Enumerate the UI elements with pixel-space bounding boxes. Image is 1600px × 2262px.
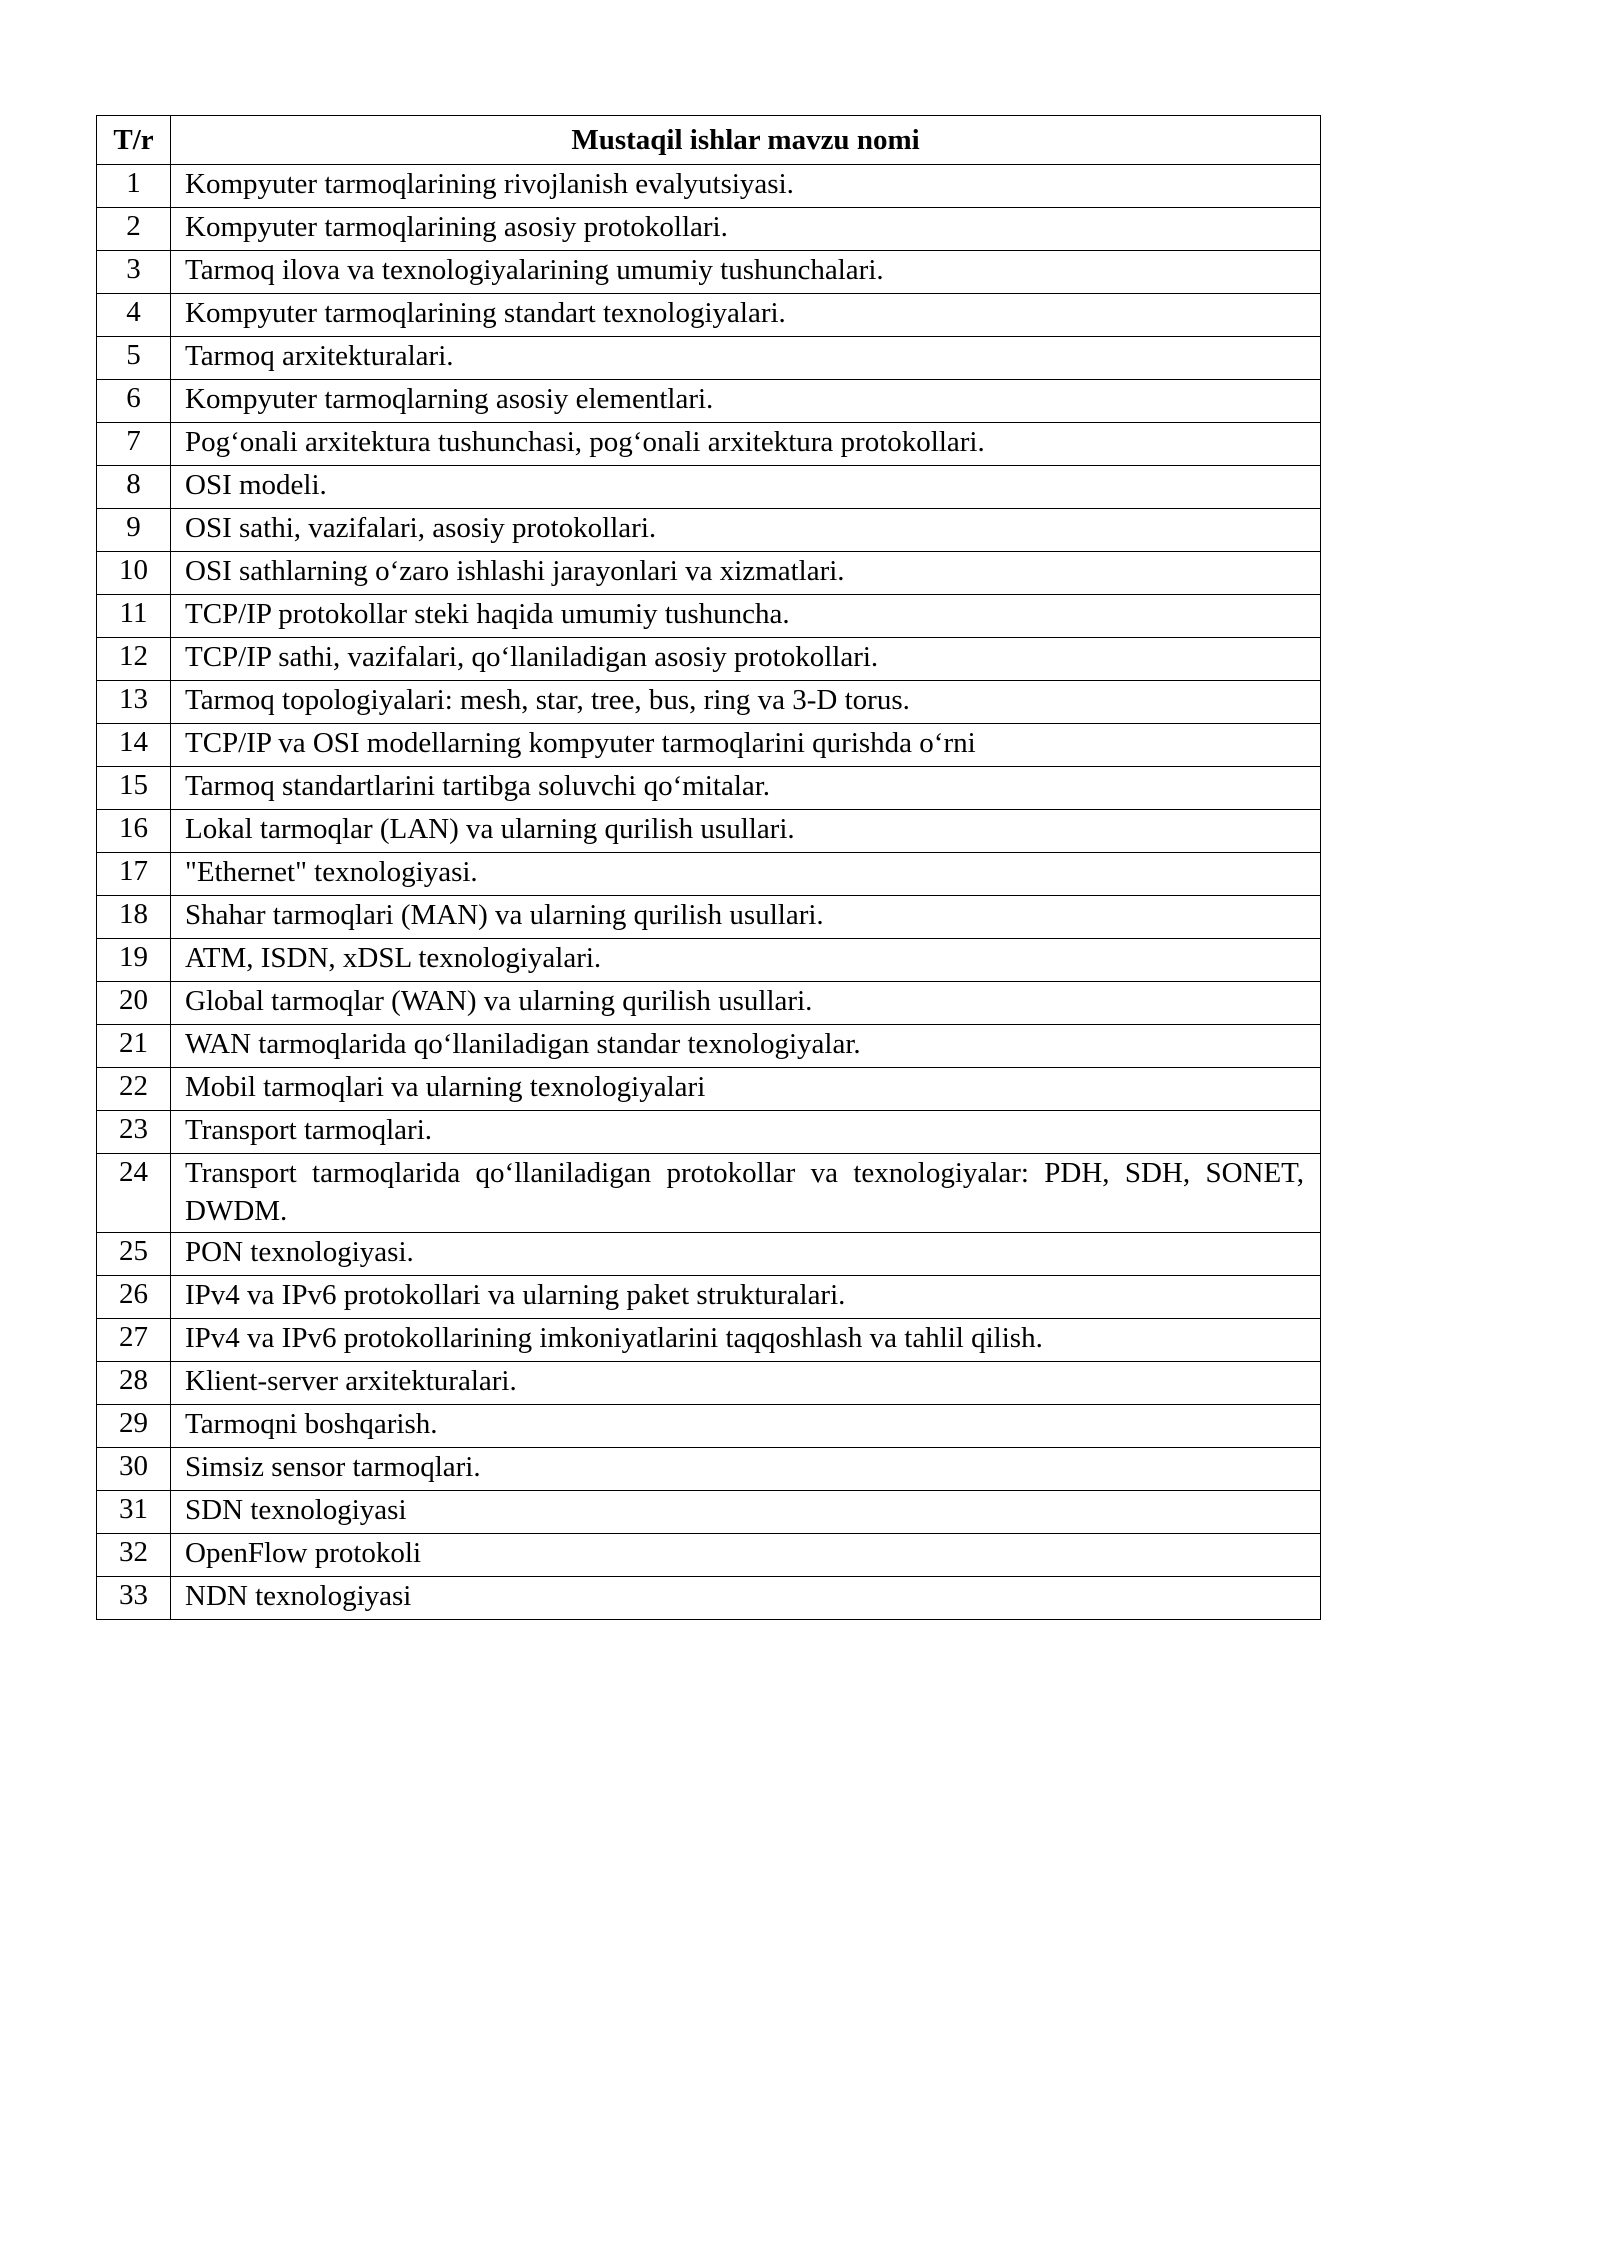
row-topic-title: Klient-server arxitekturalari.	[171, 1362, 1321, 1405]
table-row	[97, 294, 1321, 337]
table-row	[97, 552, 1321, 595]
row-number: 5	[97, 337, 171, 380]
topics-table	[96, 115, 1321, 1620]
table-row	[97, 509, 1321, 552]
table-row	[97, 1025, 1321, 1068]
row-number: 25	[97, 1233, 171, 1276]
table-row	[97, 982, 1321, 1025]
row-number: 19	[97, 939, 171, 982]
row-number: 29	[97, 1405, 171, 1448]
row-topic-title: Tarmoq standartlarini tartibga soluvchi qo‘mitalar.	[171, 767, 1321, 810]
row-number: 1	[97, 165, 171, 208]
table-row	[97, 1233, 1321, 1276]
row-topic-title: NDN texnologiyasi	[171, 1577, 1321, 1620]
table-row	[97, 1276, 1321, 1319]
row-number: 6	[97, 380, 171, 423]
table-row	[97, 1491, 1321, 1534]
row-number: 12	[97, 638, 171, 681]
row-topic-title: Mobil tarmoqlari va ularning texnologiyalari	[171, 1068, 1321, 1111]
column-header-number: T/r	[97, 116, 171, 165]
table-row	[97, 810, 1321, 853]
row-topic-title: WAN tarmoqlarida qo‘llaniladigan standar texnologiyalar.	[171, 1025, 1321, 1068]
table-row	[97, 1154, 1321, 1233]
row-topic-title: Kompyuter tarmoqlarining rivojlanish evalyutsiyasi.	[171, 165, 1321, 208]
table-row	[97, 1111, 1321, 1154]
row-number: 20	[97, 982, 171, 1025]
table-header	[97, 116, 1321, 165]
table-row	[97, 939, 1321, 982]
table-row	[97, 638, 1321, 681]
row-topic-title: Kompyuter tarmoqlarning asosiy elementlari.	[171, 380, 1321, 423]
row-topic-title: Shahar tarmoqlari (MAN) va ularning qurilish usullari.	[171, 896, 1321, 939]
table-row	[97, 251, 1321, 294]
row-number: 2	[97, 208, 171, 251]
table-row	[97, 595, 1321, 638]
row-topic-title: "Ethernet" texnologiyasi.	[171, 853, 1321, 896]
row-topic-title: Tarmoq ilova va texnologiyalarining umumiy tushunchalari.	[171, 251, 1321, 294]
row-number: 28	[97, 1362, 171, 1405]
row-topic-title: TCP/IP protokollar steki haqida umumiy tushuncha.	[171, 595, 1321, 638]
table-row	[97, 1534, 1321, 1577]
row-topic-title: Lokal tarmoqlar (LAN) va ularning qurilish usullari.	[171, 810, 1321, 853]
header-row	[97, 116, 1321, 165]
row-number: 14	[97, 724, 171, 767]
row-topic-title: OSI sathi, vazifalari, asosiy protokollari.	[171, 509, 1321, 552]
row-topic-title: TCP/IP va OSI modellarning kompyuter tarmoqlarini qurishda o‘rni	[171, 724, 1321, 767]
row-number: 31	[97, 1491, 171, 1534]
table-row	[97, 724, 1321, 767]
table-row	[97, 165, 1321, 208]
row-number: 15	[97, 767, 171, 810]
table-row	[97, 337, 1321, 380]
row-number: 4	[97, 294, 171, 337]
row-number: 22	[97, 1068, 171, 1111]
row-topic-title: ATM, ISDN, xDSL texnologiyalari.	[171, 939, 1321, 982]
row-topic-title: Transport tarmoqlarida qo‘llaniladigan protokollar va texnologiyalar: PDH, SDH, SONET, DWDM.	[171, 1154, 1321, 1233]
row-topic-title: TCP/IP sathi, vazifalari, qo‘llaniladigan asosiy protokollari.	[171, 638, 1321, 681]
row-topic-title: Tarmoq arxitekturalari.	[171, 337, 1321, 380]
row-number: 18	[97, 896, 171, 939]
row-topic-title: OpenFlow protokoli	[171, 1534, 1321, 1577]
table-body	[97, 165, 1321, 1620]
table-row	[97, 1448, 1321, 1491]
row-number: 17	[97, 853, 171, 896]
table-row	[97, 1319, 1321, 1362]
row-number: 27	[97, 1319, 171, 1362]
table-row	[97, 896, 1321, 939]
row-number: 23	[97, 1111, 171, 1154]
row-topic-title: Kompyuter tarmoqlarining standart texnologiyalari.	[171, 294, 1321, 337]
row-topic-title: SDN texnologiyasi	[171, 1491, 1321, 1534]
table-row	[97, 1068, 1321, 1111]
row-topic-title: Kompyuter tarmoqlarining asosiy protokollari.	[171, 208, 1321, 251]
row-topic-title: Tarmoq topologiyalari: mesh, star, tree, bus, ring va 3-D torus.	[171, 681, 1321, 724]
table-row	[97, 853, 1321, 896]
row-topic-title: OSI modeli.	[171, 466, 1321, 509]
table-row	[97, 423, 1321, 466]
row-number: 21	[97, 1025, 171, 1068]
table-row	[97, 1362, 1321, 1405]
row-number: 10	[97, 552, 171, 595]
row-topic-title: IPv4 va IPv6 protokollarining imkoniyatlarini taqqoshlash va tahlil qilish.	[171, 1319, 1321, 1362]
table-row	[97, 1405, 1321, 1448]
row-number: 16	[97, 810, 171, 853]
row-number: 13	[97, 681, 171, 724]
row-number: 7	[97, 423, 171, 466]
row-number: 9	[97, 509, 171, 552]
column-header-title: Mustaqil ishlar mavzu nomi	[171, 116, 1321, 165]
table-row	[97, 767, 1321, 810]
row-number: 8	[97, 466, 171, 509]
row-topic-title: OSI sathlarning o‘zaro ishlashi jarayonlari va xizmatlari.	[171, 552, 1321, 595]
row-number: 30	[97, 1448, 171, 1491]
table-row	[97, 466, 1321, 509]
row-number: 3	[97, 251, 171, 294]
row-topic-title: Tarmoqni boshqarish.	[171, 1405, 1321, 1448]
row-number: 24	[97, 1154, 171, 1233]
table-row	[97, 1577, 1321, 1620]
row-topic-title: PON texnologiyasi.	[171, 1233, 1321, 1276]
row-number: 26	[97, 1276, 171, 1319]
row-topic-title: Transport tarmoqlari.	[171, 1111, 1321, 1154]
row-topic-title: Simsiz sensor tarmoqlari.	[171, 1448, 1321, 1491]
table-row	[97, 681, 1321, 724]
table-row	[97, 208, 1321, 251]
row-number: 11	[97, 595, 171, 638]
row-number: 33	[97, 1577, 171, 1620]
table-row	[97, 380, 1321, 423]
row-topic-title: IPv4 va IPv6 protokollari va ularning paket strukturalari.	[171, 1276, 1321, 1319]
row-topic-title: Pog‘onali arxitektura tushunchasi, pog‘onali arxitektura protokollari.	[171, 423, 1321, 466]
row-topic-title: Global tarmoqlar (WAN) va ularning qurilish usullari.	[171, 982, 1321, 1025]
row-number: 32	[97, 1534, 171, 1577]
